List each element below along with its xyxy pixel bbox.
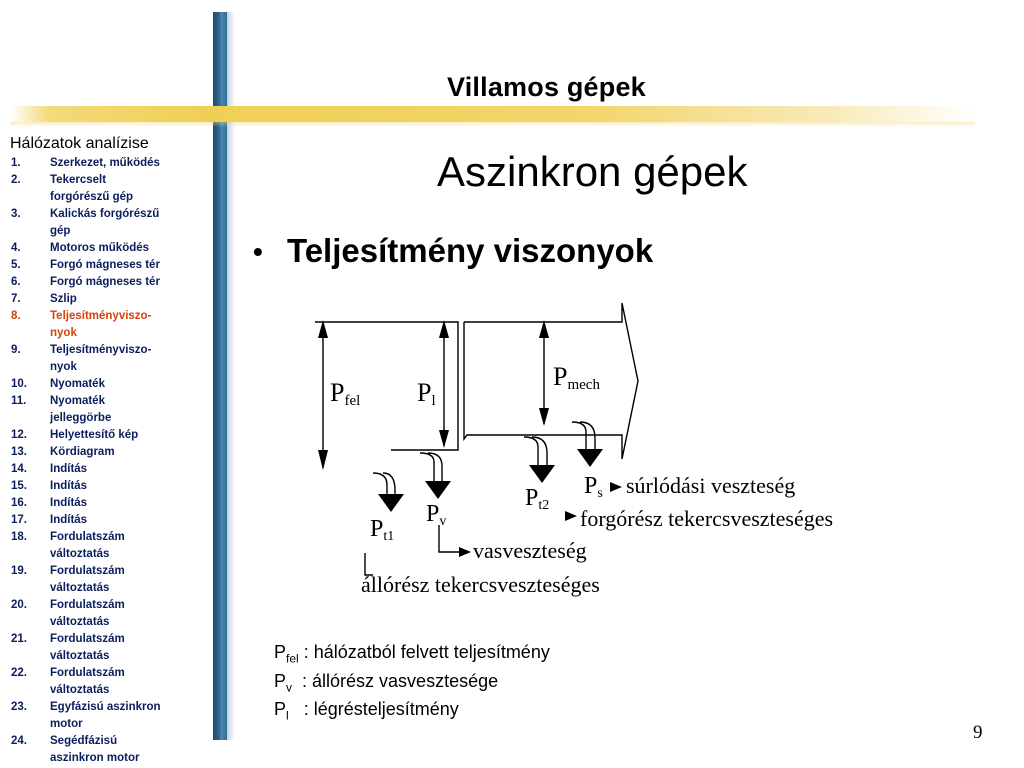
sidebar-item-number: 18. xyxy=(11,531,27,543)
sidebar-item-10[interactable] xyxy=(8,376,208,393)
surlodasi-label: súrlódási veszteség xyxy=(626,473,796,498)
legend-symbol: P xyxy=(274,670,287,691)
sidebar-item-14[interactable] xyxy=(8,461,208,478)
sidebar-item-number: 10. xyxy=(11,378,27,390)
sidebar-title: Hálózatok analízise xyxy=(10,135,149,152)
sidebar-item-number: 2. xyxy=(11,174,21,186)
sidebar-item-label: Helyettesítő kép xyxy=(50,429,139,441)
sidebar-item-label: Egyfázisú aszinkron xyxy=(50,701,161,713)
sidebar-item-label: Indítás xyxy=(50,463,88,475)
sidebar-item-label: Szerkezet, működés xyxy=(50,157,160,169)
sidebar-item-number: 3. xyxy=(11,208,21,220)
sidebar-item-label: nyok xyxy=(50,327,77,339)
sidebar-item-label: Forgó mágneses tér xyxy=(50,259,160,271)
sidebar-item-number: 14. xyxy=(11,463,27,475)
legend xyxy=(274,641,550,727)
sidebar-item-label: Nyomaték xyxy=(50,395,105,407)
legend-symbol: P xyxy=(274,642,287,662)
sidebar-item-label: Fordulatszám xyxy=(50,667,125,679)
bullet-icon: • xyxy=(253,236,263,267)
sidebar-item-7[interactable] xyxy=(8,291,208,308)
sidebar-item-number: 15. xyxy=(11,480,27,492)
sidebar-item-21[interactable] xyxy=(8,631,208,665)
horizontal-accent-bar xyxy=(10,106,975,122)
sidebar-item-number: 11. xyxy=(11,395,27,407)
sidebar-nav xyxy=(8,135,208,767)
mech-output-arrow xyxy=(464,303,638,459)
page-number: 9 xyxy=(973,722,983,743)
sidebar-item-label: Fordulatszám xyxy=(50,633,125,645)
power-flow-diagram xyxy=(305,298,905,608)
sidebar-item-number: 24. xyxy=(11,735,27,747)
legend-description: : állórész vasvesztesége xyxy=(292,670,499,691)
legend-subscript: fel xyxy=(286,651,299,666)
sidebar-item-label: Fordulatszám xyxy=(50,565,125,577)
sidebar-list xyxy=(8,155,208,767)
sidebar-item-11[interactable] xyxy=(8,393,208,427)
sidebar-item-23[interactable] xyxy=(8,699,208,733)
alloresz-label: állórész tekercsveszteséges xyxy=(361,572,600,597)
sidebar-item-4[interactable] xyxy=(8,240,208,257)
sidebar-item-label: Szlip xyxy=(50,293,77,305)
sidebar-item-label: nyok xyxy=(50,361,77,373)
sidebar-item-number: 16. xyxy=(11,497,27,509)
sidebar-item-number: 23. xyxy=(11,701,27,713)
p-s-label: Ps xyxy=(584,473,603,501)
sidebar-item-22[interactable] xyxy=(8,665,208,699)
legend-row xyxy=(274,641,550,670)
horizontal-accent-shadow xyxy=(10,122,975,127)
bullet-text: Teljesítmény viszonyok xyxy=(287,232,654,269)
sidebar-item-number: 12. xyxy=(11,429,27,441)
sidebar-item-6[interactable] xyxy=(8,274,208,291)
sidebar-item-label: Fordulatszám xyxy=(50,599,125,611)
sidebar-item-12[interactable] xyxy=(8,427,208,444)
sidebar-item-label: Teljesítményviszo- xyxy=(50,310,152,322)
sidebar-item-18[interactable] xyxy=(8,529,208,563)
sidebar-item-5[interactable] xyxy=(8,257,208,274)
sidebar-item-label: motor xyxy=(50,718,83,730)
legend-row xyxy=(274,670,550,699)
slide-title: Aszinkron gépek xyxy=(437,148,748,195)
sidebar-item-number: 20. xyxy=(11,599,27,611)
sidebar-item-24[interactable] xyxy=(8,733,208,767)
sidebar-item-label: változtatás xyxy=(50,548,110,560)
sidebar-item-label: változtatás xyxy=(50,684,110,696)
sidebar-item-number: 13. xyxy=(11,446,27,458)
sidebar-item-label: Segédfázisú xyxy=(50,735,118,747)
sidebar-item-number: 22. xyxy=(11,667,27,679)
vasveszteseg-label: vasveszteség xyxy=(473,538,587,563)
sidebar-item-17[interactable] xyxy=(8,512,208,529)
sidebar-item-number: 8. xyxy=(11,310,21,322)
sidebar-item-13[interactable] xyxy=(8,444,208,461)
sidebar-item-number: 17. xyxy=(11,514,27,526)
p-fel-label: Pfel xyxy=(330,378,361,409)
sidebar-item-15[interactable] xyxy=(8,478,208,495)
legend-description: : légrésteljesítmény xyxy=(288,699,459,720)
sidebar-item-number: 21. xyxy=(11,633,27,645)
sidebar-item-label: aszinkron motor xyxy=(50,752,140,764)
p-t1-label: Pt1 xyxy=(370,516,395,544)
sidebar-item-9[interactable] xyxy=(8,342,208,376)
forgoresz-label: forgórész tekercsveszteséges xyxy=(580,506,834,531)
sidebar-item-number: 1. xyxy=(11,157,21,169)
sidebar-item-label: Indítás xyxy=(50,514,88,526)
sidebar-item-label: Fordulatszám xyxy=(50,531,125,543)
sidebar-item-label: változtatás xyxy=(50,616,110,628)
legend-description: : hálózatból felvett teljesítmény xyxy=(298,642,550,662)
p-l-label: Pl xyxy=(417,378,436,409)
legend-subscript: l xyxy=(286,708,289,723)
sidebar-item-3[interactable] xyxy=(8,206,208,240)
sidebar-item-19[interactable] xyxy=(8,563,208,597)
sidebar-item-label: Forgó mágneses tér xyxy=(50,276,160,288)
sidebar-item-label: Indítás xyxy=(50,480,88,492)
sidebar-item-label: változtatás xyxy=(50,582,110,594)
sidebar-item-number: 6. xyxy=(11,276,21,288)
sidebar-item-label: Kalickás forgórészű xyxy=(50,208,160,220)
sidebar-item-label: Kördiagram xyxy=(50,446,115,458)
sidebar-item-label: jelleggörbe xyxy=(50,412,112,424)
legend-row xyxy=(274,698,550,727)
p-mech-label: Pmech xyxy=(553,362,600,393)
p-t2-label: Pt2 xyxy=(525,485,550,513)
sidebar-item-8[interactable] xyxy=(8,308,208,342)
sidebar-item-label: Nyomaték xyxy=(50,378,105,390)
sidebar-item-label: Indítás xyxy=(50,497,88,509)
sidebar-item-number: 9. xyxy=(11,344,21,356)
sidebar-item-number: 7. xyxy=(11,293,21,305)
p-v-label: Pv xyxy=(426,501,447,529)
sidebar-item-1[interactable] xyxy=(8,155,208,172)
sidebar-item-label: változtatás xyxy=(50,650,110,662)
legend-subscript: v xyxy=(286,680,293,695)
sidebar-item-number: 19. xyxy=(11,565,27,577)
sidebar-item-label: Motoros működés xyxy=(50,242,150,254)
sidebar-item-number: 5. xyxy=(11,259,21,271)
sidebar-item-label: Teljesítményviszo- xyxy=(50,344,152,356)
sidebar-item-label: forgórészű gép xyxy=(50,191,134,203)
sidebar-item-label: Tekercselt xyxy=(50,174,107,186)
course-title: Villamos gépek xyxy=(447,72,646,102)
sidebar-item-20[interactable] xyxy=(8,597,208,631)
sidebar-item-2[interactable] xyxy=(8,172,208,206)
legend-symbol: P xyxy=(274,699,287,720)
sidebar-item-label: gép xyxy=(50,225,71,237)
sidebar-item-number: 4. xyxy=(11,242,21,254)
sidebar-item-16[interactable] xyxy=(8,495,208,512)
